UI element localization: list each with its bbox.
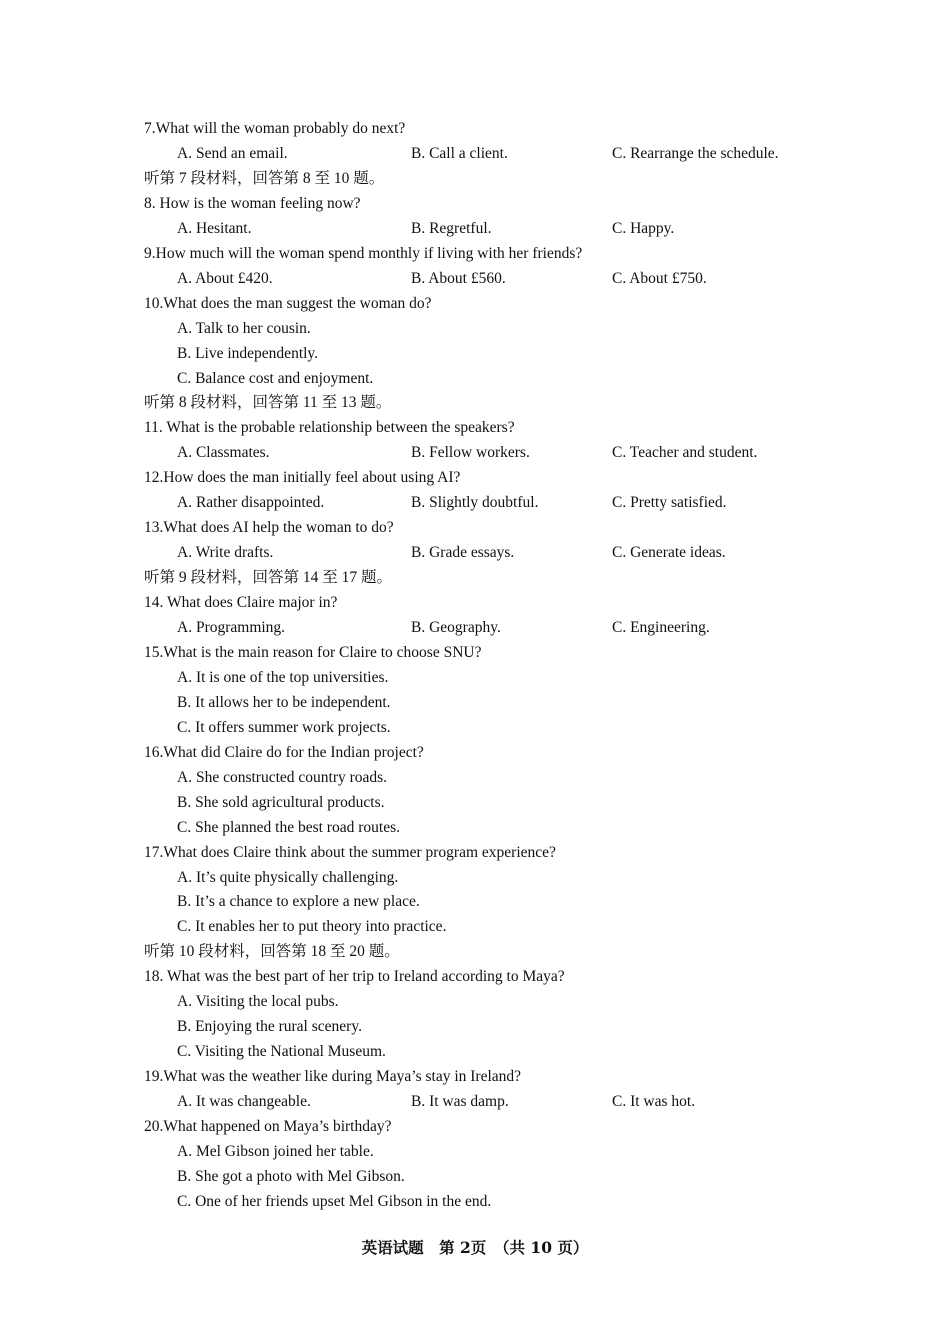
- answer-option: C. Engineering.: [612, 619, 710, 636]
- answer-option: A. She constructed country roads.: [177, 768, 388, 786]
- option-row: [0, 141, 950, 166]
- answer-option: B. She got a photo with Mel Gibson.: [177, 1167, 405, 1185]
- answer-option: C. Balance cost and enjoyment.: [177, 369, 374, 387]
- answer-option: A. Write drafts.: [177, 544, 274, 562]
- answer-option: B. Geography.: [411, 619, 501, 636]
- question-text: 16.What did Claire do for the Indian project?: [144, 743, 424, 761]
- answer-option: B. Enjoying the rural scenery.: [177, 1018, 362, 1036]
- answer-option: C. Teacher and student.: [612, 444, 758, 462]
- answer-option: B. Fellow workers.: [411, 444, 530, 462]
- option-row: [0, 216, 950, 241]
- question-text: 9.How much will the woman spend monthly if living with her friends?: [144, 244, 583, 262]
- answer-option: A. Mel Gibson joined her table.: [177, 1142, 374, 1160]
- answer-option: A. Talk to her cousin.: [177, 319, 311, 337]
- question-text: 17.What does Claire think about the summer program experience?: [144, 843, 556, 861]
- answer-option: C. Happy.: [612, 219, 675, 237]
- question-text: 10.What does the man suggest the woman do?: [144, 294, 432, 312]
- option-row: [0, 266, 950, 291]
- answer-option: A. About £420.: [177, 269, 273, 287]
- question-text: 13.What does AI help the woman to do?: [144, 519, 394, 537]
- question-text: 15.What is the main reason for Claire to choose SNU?: [144, 643, 482, 661]
- answer-option: B. It allows her to be independent.: [177, 693, 391, 711]
- answer-option: A. Send an email.: [177, 144, 288, 162]
- section-instruction: 听第 9 段材料，回答第 14 至 17 题。: [144, 569, 393, 587]
- answer-option: C. Pretty satisfied.: [612, 494, 727, 512]
- option-row: [0, 540, 950, 565]
- section-instruction: 听第 10 段材料，回答第 18 至 20 题。: [144, 943, 400, 961]
- question-text: 12.How does the man initially feel about using AI?: [144, 469, 461, 487]
- answer-option: A. It’s quite physically challenging.: [177, 868, 399, 886]
- section-instruction: 听第 7 段材料，回答第 8 至 10 题。: [144, 169, 385, 187]
- answer-option: C. It was hot.: [612, 1093, 696, 1111]
- answer-option: A. Rather disappointed.: [177, 494, 325, 512]
- answer-option: C. Visiting the National Museum.: [177, 1043, 386, 1061]
- answer-option: B. Live independently.: [177, 344, 319, 362]
- section-instruction: 听第 8 段材料，回答第 11 至 13 题。: [144, 394, 392, 412]
- answer-option: C. About £750.: [612, 269, 707, 287]
- answer-option: B. Slightly doubtful.: [411, 494, 539, 512]
- answer-option: A. Programming.: [177, 619, 286, 636]
- page-footer: 英语试题 第 2页 （共 10 页）: [361, 1238, 589, 1257]
- answer-option: B. About £560.: [411, 269, 506, 287]
- question-text: 7.What will the woman probably do next?: [144, 120, 406, 137]
- answer-option: C. One of her friends upset Mel Gibson in the end.: [177, 1192, 492, 1210]
- answer-option: B. Grade essays.: [411, 544, 515, 562]
- answer-option: B. Call a client.: [411, 144, 508, 162]
- answer-option: A. Hesitant.: [177, 219, 252, 237]
- question-text: 8. How is the woman feeling now?: [144, 194, 361, 212]
- question-text: 14. What does Claire major in?: [144, 594, 338, 612]
- answer-option: B. It was damp.: [411, 1093, 509, 1111]
- answer-option: C. Generate ideas.: [612, 544, 726, 562]
- answer-option: C. It enables her to put theory into practice.: [177, 918, 447, 936]
- answer-option: C. It offers summer work projects.: [177, 718, 391, 736]
- option-row: [0, 490, 950, 515]
- option-row: [0, 615, 950, 640]
- answer-option: B. Regretful.: [411, 219, 492, 237]
- answer-option: C. Rearrange the schedule.: [612, 144, 779, 162]
- answer-option: A. It was changeable.: [177, 1093, 311, 1111]
- question-text: 11. What is the probable relationship between the speakers?: [144, 419, 515, 437]
- question-text: 19.What was the weather like during Maya’s stay in Ireland?: [144, 1068, 522, 1086]
- answer-option: A. Classmates.: [177, 444, 270, 462]
- question-text: 18. What was the best part of her trip to Ireland according to Maya?: [144, 968, 565, 986]
- answer-option: B. She sold agricultural products.: [177, 793, 385, 811]
- option-row: [0, 1089, 950, 1114]
- option-row: [0, 440, 950, 465]
- answer-option: A. It is one of the top universities.: [177, 668, 389, 686]
- question-text: 20.What happened on Maya’s birthday?: [144, 1118, 392, 1135]
- answer-option: A. Visiting the local pubs.: [177, 993, 339, 1011]
- answer-option: C. She planned the best road routes.: [177, 818, 400, 836]
- answer-option: B. It’s a chance to explore a new place.: [177, 893, 420, 911]
